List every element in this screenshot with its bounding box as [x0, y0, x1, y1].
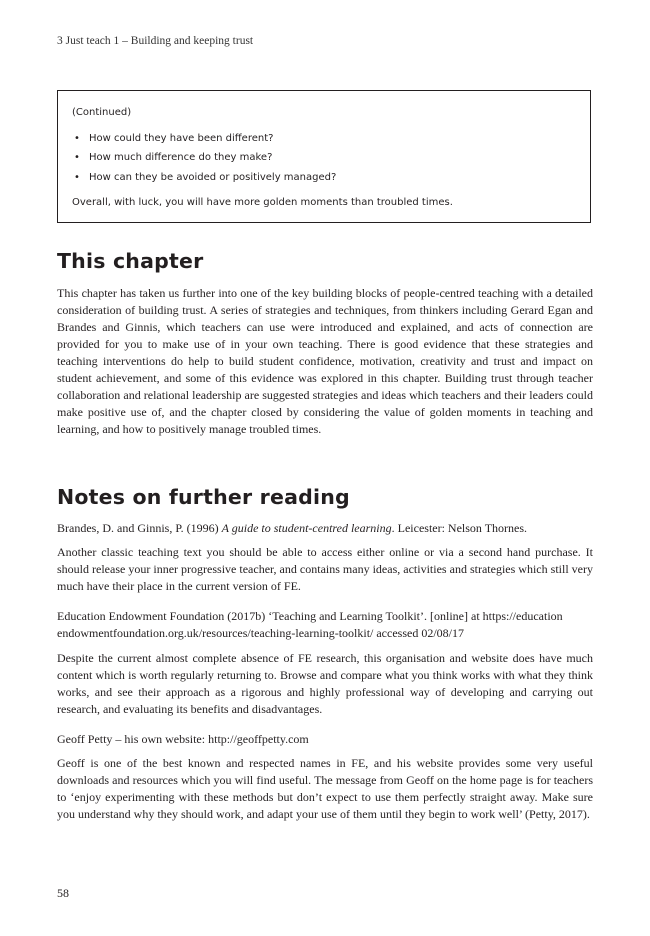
bullet-icon: •	[74, 132, 80, 144]
box-closing-text: Overall, with luck, you will have more golden moments than troubled times.	[72, 197, 453, 208]
continued-box	[57, 90, 591, 223]
bullet-icon: •	[74, 152, 80, 163]
reference-note-eef: Despite the current almost complete absence of FE research, this organisation and website does have much content which is worth regularly returning to. Browse and compare what you think works with what they think works, and see their approach as a rigorous and highly professional way of developing and carrying out research, and evaluating its benefits and disadvantages.	[57, 651, 593, 716]
page-number: 58	[57, 886, 69, 900]
reference-eef: Education Endowment Foundation (2017b) ‘Teaching and Learning Toolkit’. [online] at https://education endowmentfoundation.org.uk/resources/teaching-learning-toolkit/ accessed 02/08/17	[57, 609, 563, 640]
reference-petty: Geoff Petty – his own website: http://geoffpetty.com	[57, 732, 309, 746]
running-head: 3 Just teach 1 – Building and keeping trust	[57, 35, 254, 47]
reference-brandes: Brandes, D. and Ginnis, P. (1996) A guide to student-centred learning. Leicester: Nelson Thornes.	[57, 521, 528, 535]
reference-note-brandes: Another classic teaching text you should be able to access either online or via a second hand purchase. It should release your inner progressive teacher, and contains many ideas, activities and strategies which still very much have their place in the current version of FE.	[57, 545, 593, 593]
petty-website-link[interactable]: http://geoffpetty.com	[208, 732, 309, 746]
reference-title: A guide to student-centred learning	[221, 521, 392, 535]
this-chapter-heading: This chapter	[57, 249, 204, 273]
reference-note-petty: Geoff is one of the best known and respected names in FE, and his website provides some very useful downloads and resources which you will find useful. The message from Geoff on the home page is for teachers to ‘enjoy experimenting with these methods but don’t expect to use them perfectly straight away. Make sure you understand why they should work, and adapt your use of them until they begin to work well’ (Petty, 2017).	[57, 756, 593, 821]
further-reading-heading: Notes on further reading	[57, 485, 350, 509]
box-bullet-list	[72, 129, 576, 188]
box-bullet-item: • How can they be avoided or positively managed?	[72, 168, 576, 188]
bullet-icon: •	[74, 171, 80, 183]
box-continued-label: (Continued)	[72, 107, 132, 118]
box-bullet-item: • How could they have been different?	[72, 129, 576, 149]
box-bullet-item: • How much difference do they make?	[72, 148, 576, 168]
this-chapter-paragraph: This chapter has taken us further into one of the key building blocks of people-centred teaching with a detailed consideration of building trust. A series of strategies and techniques, from thinkers including Gerard Egan and Brandes and Ginnis, which teachers can use were introduced and explained, and acts of connection are provided for you to make use of in your own teaching. There is good evidence that these strategies and teaching interventions do help to build student confidence, motivation, creativity and trust and impact on student achievement, and some of this evidence was explored in this chapter. Building trust through teacher collaboration and relational leadership are suggested strategies and ideas which teachers and their leaders could make positive use of, and the chapter closed by considering the value of golden moments in teaching and learning, and how to positively manage troubled times.	[57, 286, 593, 436]
